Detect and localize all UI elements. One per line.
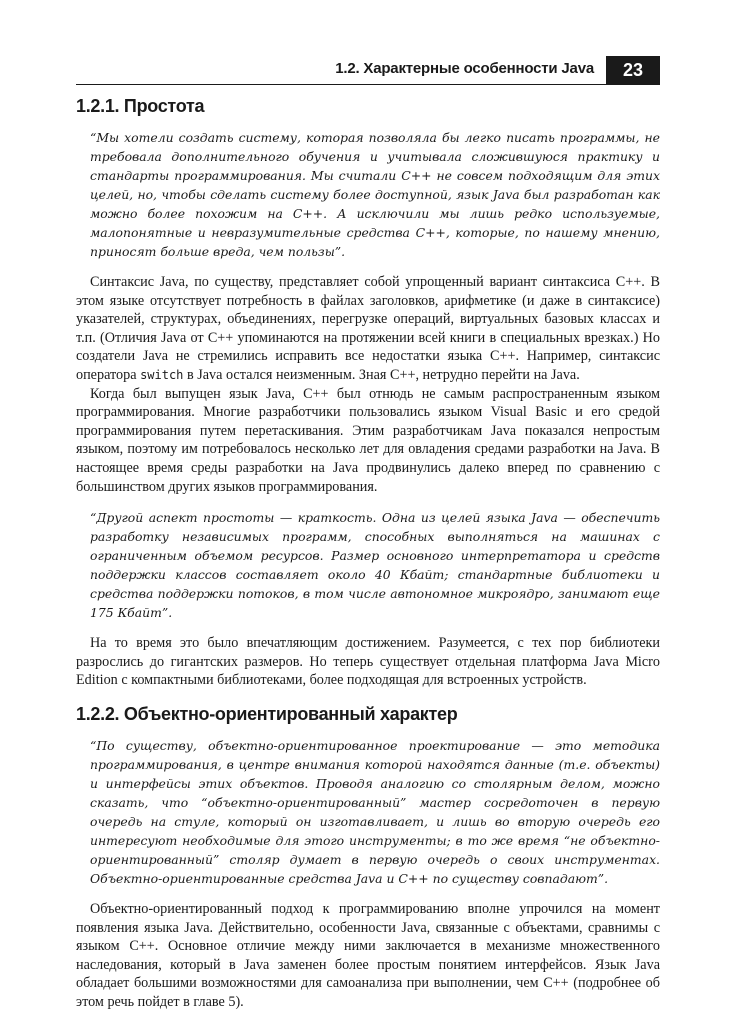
page-content <box>76 94 660 1011</box>
running-title: 1.2. Характерные особенности Java <box>335 60 594 77</box>
body-paragraph: Когда был выпущен язык Java, C++ был отнюдь не самым распространенным языком программирования. Многие разработчики пользовались языком Visual Basic и его средой программирования путем перетаскивания. Этим разработчикам Java показался непростым языком, поэтому им потребовалось несколько лет для овладения средами разработки на Java. В настоящее время среды разработки на Java продвинулись далеко вперед по сравнению с большинством других языков программирования. <box>76 385 660 495</box>
quote-block: “Другой аспект простоты — краткость. Одна из целей языка Java — обеспечить разработку независимых программ, способных выполняться на машинах с ограниченным объемом ресурсов. Размер основного интерпретатора и средств поддержки классов составляет около 40 Кбайт; стандартные библиотеки и средства поддержки потоков, в том числе автономное микроядро, занимают еще 175 Кбайт”. <box>90 510 660 621</box>
body-paragraph: Объектно-ориентированный подход к программированию вполне упрочился на момент появления языка Java. Действительно, особенности Java, связанные с объектами, сравнимы с языком C++. Основное отличие между ними заключается в механизме множественного наследования, который в Java заменен более простым понятием интерфейсов. Язык Java обладает большими возможностями для самоанализа при выполнении, чем C++ (подробнее об этом речь пойдет в главе 5). <box>76 900 660 1010</box>
page-number: 23 <box>606 56 660 84</box>
body-paragraph: На то время это было впечатляющим достижением. Разумеется, с тех пор библиотеки разрослись до гигантских размеров. Но теперь существует отдельная платформа Java Micro Edition с компактными библиотеками, более подходящая для встроенных устройств. <box>76 635 660 689</box>
quote-block: “Мы хотели создать систему, которая позволяла бы легко писать программы, не требовала дополнительного обучения и учитывала сложившуюся практику и стандарты программирования. Мы считали C++ не совсем подходящим для этих целей, но, чтобы сделать систему более доступной, язык Java был разработан как можно более похожим на C++. А исключили мы лишь редко используемые, малопонятные и невразумительные средства C++, которые, по нашему мнению, приносят больше вреда, чем пользы”. <box>90 130 660 259</box>
section-heading: 1.2.1. Простота <box>76 96 205 116</box>
running-header <box>76 56 660 85</box>
paragraph-text: в Java остался неизменным. Зная C++, нетрудно перейти на Java. <box>186 366 580 383</box>
inline-code: switch <box>140 367 184 382</box>
paragraph-text: Синтаксис Java, по существу, представляет собой упрощенный вариант синтаксиса C++. В этом языке отсутствует потребность в файлах заголовков, арифметике (и даже в синтаксисе) указателей, структурах, объединениях, перегрузке операций, виртуальных базовых классах и т.п. (Отличия Java от C++ упоминаются на протяжении всей книги в специальных врезках.) Но создатели Java не стремились исправить все недостатки языка C++. Например, синтаксис оператора <box>76 274 660 383</box>
section-object-oriented <box>76 702 660 1011</box>
body-paragraph <box>76 273 660 385</box>
quote-block: “По существу, объектно-ориентированное проектирование — это методика программирования, в центре внимания которой находятся данные (т.е. объекты) и интерфейсы этих объектов. Проводя аналогию со столярным делом, можно сказать, что “объектно-ориентированный” мастер сосредоточен в первую очередь на стуле, который он изготавливает, и лишь во вторую очередь его интересуют необходимые для этого инструменты; в то же время “не объектно-ориентированный” столяр думает в первую очередь о своих инструментах. Объектно-ориентированные средства Java и C++ по существу совпадают”. <box>90 737 660 886</box>
section-heading: 1.2.2. Объектно-ориентированный характер <box>76 703 458 724</box>
section-simplicity <box>76 94 660 690</box>
